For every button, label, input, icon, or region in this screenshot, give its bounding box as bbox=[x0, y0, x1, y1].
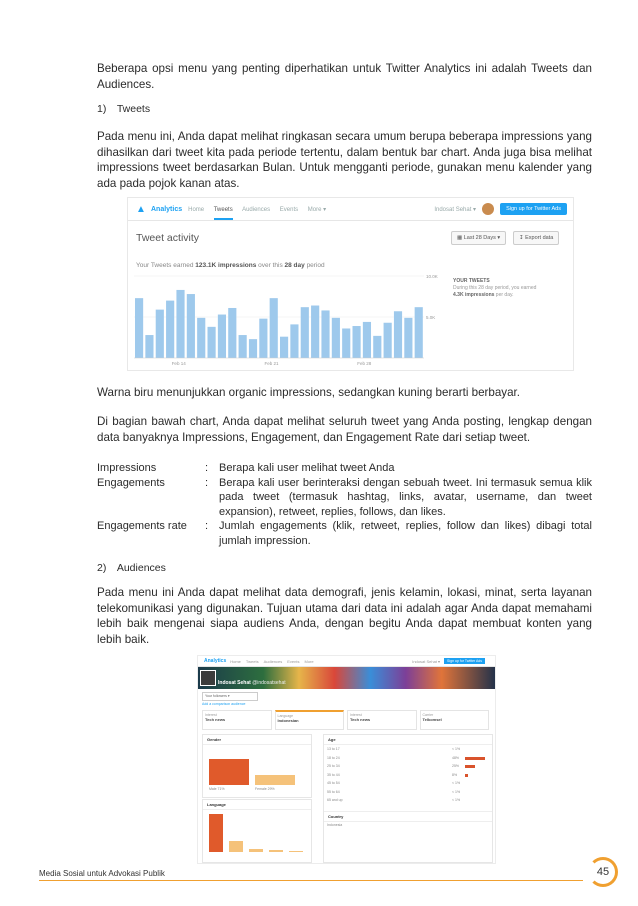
audiences-brand: Analytics bbox=[204, 658, 227, 664]
account-menu[interactable]: Indosat Sehat ▾ bbox=[434, 206, 477, 213]
age-bar bbox=[465, 765, 475, 768]
impressions-bar[interactable] bbox=[197, 318, 205, 358]
nav-audiences-2[interactable]: Audiences bbox=[263, 658, 283, 664]
age-percent: 48% bbox=[452, 755, 460, 760]
analytics-topbar bbox=[128, 198, 573, 221]
card-language: Language Indonesian bbox=[275, 710, 345, 730]
tweet-list-paragraph: Di bagian bawah chart, Anda dapat melihat seluruh tweet yang Anda posting, lengkap dengan data banyaknya Impressions, Engagement, dan Engagement Rate dari setiap tweet. bbox=[97, 415, 592, 444]
section-audiences-heading: 2) Audiences bbox=[97, 562, 166, 574]
age-percent: < 1% bbox=[452, 781, 461, 785]
language-bar bbox=[209, 814, 223, 852]
age-panel bbox=[323, 734, 493, 863]
gender-bar bbox=[255, 775, 295, 785]
impressions-bar[interactable] bbox=[156, 310, 164, 358]
tweet-activity-screenshot bbox=[127, 197, 574, 371]
nav-events-2[interactable]: Events bbox=[287, 658, 300, 664]
analytics-brand: Analytics bbox=[151, 205, 183, 213]
language-bar bbox=[249, 849, 263, 852]
side-summary: YOUR TWEETS During this 28 day period, you earned 4.3K impressions per day. bbox=[453, 278, 537, 298]
impressions-bar[interactable] bbox=[208, 327, 216, 358]
impressions-bar[interactable] bbox=[228, 308, 236, 358]
impressions-bar[interactable] bbox=[145, 335, 153, 358]
age-label: 35 to 44 bbox=[327, 772, 340, 777]
age-row bbox=[327, 747, 487, 753]
age-percent: 8% bbox=[452, 772, 458, 777]
gender-bar bbox=[209, 759, 249, 785]
impressions-bar[interactable] bbox=[249, 339, 257, 358]
definition-engagement-rate: Engagements rate : Jumlah engagements (klik, retweet, replies, follow dan likes) dibagi total jumlah impression. bbox=[97, 520, 592, 547]
language-bar bbox=[229, 841, 243, 852]
calendar-icon: ▦ bbox=[457, 235, 464, 241]
color-legend-paragraph: Warna biru menunjukkan organic impressions, sedangkan kuning berarti berbayar. bbox=[97, 386, 520, 399]
footer-divider bbox=[39, 880, 583, 881]
signup-ads-button[interactable]: Sign up for Twitter Ads bbox=[500, 203, 567, 215]
nav-tweets[interactable]: Tweets bbox=[214, 207, 233, 220]
metric-definitions bbox=[97, 461, 592, 548]
age-label: 18 to 24 bbox=[327, 755, 340, 760]
language-panel bbox=[202, 799, 312, 863]
audience-highlight-cards bbox=[202, 710, 492, 730]
age-row bbox=[327, 781, 487, 787]
account-menu-2[interactable]: Indosat Sehat ▾ bbox=[412, 658, 441, 664]
impressions-bar[interactable] bbox=[363, 322, 371, 358]
y-tick-label: 5.0K bbox=[426, 315, 436, 320]
age-row bbox=[327, 773, 487, 779]
page-number: 45 bbox=[588, 857, 618, 887]
nav-home[interactable]: Home bbox=[188, 206, 205, 213]
language-bar bbox=[269, 850, 283, 852]
card-interest-2: Interest Tech news bbox=[347, 710, 417, 730]
comparison-link[interactable]: Add a comparison audience bbox=[202, 702, 246, 706]
impressions-bar[interactable] bbox=[135, 298, 143, 358]
section-tweets-heading: 1) Tweets bbox=[97, 103, 151, 115]
age-percent: < 1% bbox=[452, 798, 461, 802]
avatar[interactable] bbox=[482, 203, 494, 215]
card-interest: Interest Tech news bbox=[202, 710, 272, 730]
x-tick-label: Feb 21 bbox=[264, 361, 279, 366]
nav-events[interactable]: Events bbox=[279, 206, 299, 213]
impressions-summary: Your Tweets earned 123.1K impressions over this 28 day period bbox=[136, 262, 325, 269]
impressions-bar[interactable] bbox=[321, 310, 329, 358]
age-percent: 25% bbox=[452, 764, 460, 768]
audiences-screenshot bbox=[197, 655, 496, 864]
age-percent: < 1% bbox=[452, 789, 461, 794]
age-bar bbox=[465, 774, 468, 777]
intro-paragraph: Beberapa opsi menu yang penting diperhatikan untuk Twitter Analytics ini adalah Tweets dan Audiences. bbox=[97, 62, 592, 91]
impressions-bar[interactable] bbox=[270, 298, 278, 358]
impressions-bar[interactable] bbox=[259, 319, 267, 358]
definition-engagements: Engagements : Berapa kali user berinteraksi dengan sebuah tweet. Ini termasuk semua klik pada tweet (termasuk hashtag, links, avatar, username, dan tweet expansion), retweet, replies, follows, dan likes. bbox=[97, 476, 592, 518]
nav-more-2[interactable]: More bbox=[304, 658, 314, 664]
analytics-nav bbox=[188, 206, 334, 213]
language-title: Language bbox=[203, 800, 311, 810]
age-label: 13 to 17 bbox=[327, 747, 340, 751]
gender-label: Female 29% bbox=[255, 787, 275, 791]
age-title: Age bbox=[324, 735, 492, 745]
gender-title: Gender bbox=[203, 735, 311, 745]
impressions-bar[interactable] bbox=[353, 326, 361, 358]
impressions-bar[interactable] bbox=[404, 318, 412, 358]
audience-select[interactable]: Your followers ▾ bbox=[202, 692, 258, 701]
age-bar bbox=[465, 757, 485, 760]
y-tick-label: 10.0K bbox=[426, 274, 438, 279]
book-title-footer: Media Sosial untuk Advokasi Publik bbox=[39, 869, 165, 878]
export-data-button[interactable]: ↧ Export data bbox=[513, 231, 559, 245]
nav-tweets-2[interactable]: Tweets bbox=[245, 658, 259, 664]
impressions-bar[interactable] bbox=[373, 336, 381, 358]
impressions-bar[interactable] bbox=[176, 290, 184, 358]
impressions-bar[interactable] bbox=[218, 315, 226, 358]
date-range-button[interactable]: ▦ Last 28 Days ▾ bbox=[451, 231, 506, 245]
country-title: Country bbox=[324, 811, 492, 822]
download-icon: ↧ bbox=[519, 235, 526, 241]
gender-label: Male 71% bbox=[209, 787, 225, 791]
age-label: 25 to 34 bbox=[327, 764, 340, 768]
impressions-bar[interactable] bbox=[280, 337, 288, 358]
impressions-bar[interactable] bbox=[342, 328, 350, 358]
tweets-description: Pada menu ini, Anda dapat melihat ringkasan secara umum berupa beberapa impressions yang dihasilkan dari tweet kita pada periode tertentu, dalam bentuk bar chart. Anda juga bisa melihat impressions tweet berdasarkan Bulan. Untuk mengganti periode, gunakan menu kalender yang ada pada pojok kanan atas. bbox=[97, 130, 592, 190]
impressions-bar[interactable] bbox=[332, 318, 340, 358]
signup-ads-button-2[interactable]: Sign up for Twitter Ads bbox=[444, 658, 485, 664]
nav-audiences[interactable]: Audiences bbox=[242, 206, 271, 213]
nav-more[interactable]: More ▾ bbox=[307, 206, 327, 213]
audiences-description: Pada menu ini Anda dapat melihat data demografi, jenis kelamin, lokasi, minat, serta layanan telekomunikasi yang digunakan. Tujuan utama dari data ini adalah agar Anda dapat memahami lebih baik mengenai siapa audiens Anda, dengan begitu Anda dapat membuat konten yang lebih baik. bbox=[97, 586, 592, 646]
age-row bbox=[327, 790, 487, 796]
x-tick-label: Feb 14 bbox=[171, 361, 186, 366]
impressions-bar-chart bbox=[134, 272, 446, 370]
impressions-bar[interactable] bbox=[301, 307, 309, 358]
age-label: 55 to 64 bbox=[327, 789, 340, 794]
age-label: 45 to 54 bbox=[327, 781, 340, 785]
age-row bbox=[327, 798, 487, 804]
impressions-bar[interactable] bbox=[384, 323, 392, 358]
gender-panel bbox=[202, 734, 312, 798]
age-percent: < 1% bbox=[452, 747, 461, 751]
age-label: 65 and up bbox=[327, 798, 343, 802]
audiences-topbar bbox=[198, 656, 495, 667]
age-row bbox=[327, 764, 487, 770]
twitter-bird-icon: ▲ bbox=[136, 203, 146, 215]
impressions-bar[interactable] bbox=[187, 294, 195, 358]
country-label: Indonesia bbox=[327, 823, 343, 827]
card-carrier: Carrier Telkomsel bbox=[420, 710, 490, 730]
tweet-activity-title: Tweet activity bbox=[136, 232, 200, 244]
impressions-bar[interactable] bbox=[290, 324, 298, 358]
impressions-bar[interactable] bbox=[166, 301, 174, 358]
profile-name: Indosat Sehat @indosatsehat bbox=[218, 680, 286, 686]
impressions-bar[interactable] bbox=[394, 311, 402, 358]
nav-home-2[interactable]: Home bbox=[230, 658, 241, 664]
definition-impressions: Impressions : Berapa kali user melihat tweet Anda bbox=[97, 462, 395, 474]
language-bar bbox=[289, 851, 303, 852]
impressions-bar[interactable] bbox=[311, 306, 319, 358]
country-row bbox=[327, 823, 487, 829]
impressions-bar[interactable] bbox=[239, 335, 247, 358]
x-tick-label: Feb 28 bbox=[357, 361, 372, 366]
age-row bbox=[327, 756, 487, 762]
profile-avatar bbox=[200, 670, 216, 686]
impressions-bar[interactable] bbox=[415, 307, 423, 358]
